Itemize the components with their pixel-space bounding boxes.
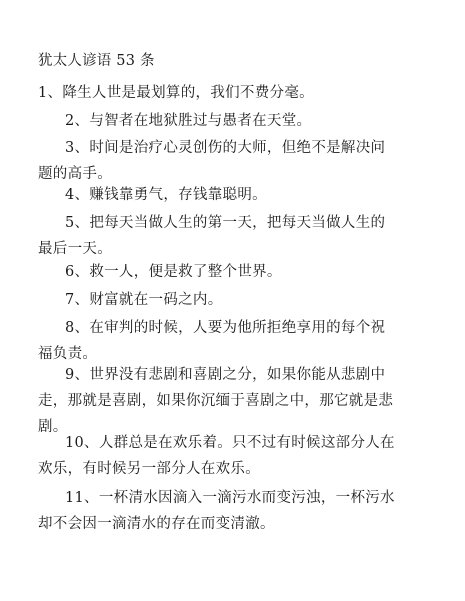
proverb-line: 题的高手。 [38, 166, 112, 182]
proverb-2 [65, 108, 311, 134]
proverb-line: 4、赚钱靠勇气，存钱靠聪明。 [65, 187, 267, 203]
proverb-line: 8、在审判的时候，人要为他所拒绝享用的每个祝 [65, 320, 386, 336]
proverb-1 [38, 80, 314, 106]
proverb-9 [38, 362, 393, 440]
proverb-line: 7、财富就在一码之内。 [65, 292, 223, 308]
proverb-6 [65, 259, 282, 285]
proverb-7 [65, 287, 223, 313]
proverb-4 [65, 182, 267, 208]
proverb-line: 最后一天。 [38, 241, 112, 257]
proverb-10 [38, 430, 395, 482]
proverb-line: 却不会因一滴清水的存在而变清澈。 [38, 516, 275, 532]
proverb-line: 11、一杯清水因滴入一滴污水而变污浊，一杯污水 [65, 490, 395, 506]
proverb-line: 9、世界没有悲剧和喜剧之分，如果你能从悲剧中 [65, 367, 386, 383]
proverb-line: 福负责。 [38, 346, 98, 362]
proverb-line: 2、与智者在地狱胜过与愚者在天堂。 [65, 113, 312, 129]
proverb-line: 5、把每天当做人生的第一天，把每天当做人生的 [65, 215, 386, 231]
proverb-3 [38, 135, 385, 187]
proverb-line: 10、人群总是在欢乐着。只不过有时候这部分人在 [65, 435, 395, 451]
proverb-line: 欢乐，有时候另一部分人在欢乐。 [38, 461, 260, 477]
proverb-11 [38, 485, 395, 537]
proverb-5 [38, 210, 385, 262]
proverb-line: 走，那就是喜剧，如果你沉缅于喜剧之中，那它就是悲 [38, 393, 394, 409]
proverb-line: 1、降生人世是最划算的，我们不费分毫。 [38, 85, 314, 101]
proverb-8 [38, 315, 385, 367]
proverb-line: 剧。 [38, 419, 68, 435]
document-title: 犹太人谚语 53 条 [38, 53, 155, 69]
proverb-line: 6、救一人，便是救了整个世界。 [65, 264, 282, 280]
proverb-line: 3、时间是治疗心灵创伤的大师，但绝不是解决问 [65, 140, 386, 156]
